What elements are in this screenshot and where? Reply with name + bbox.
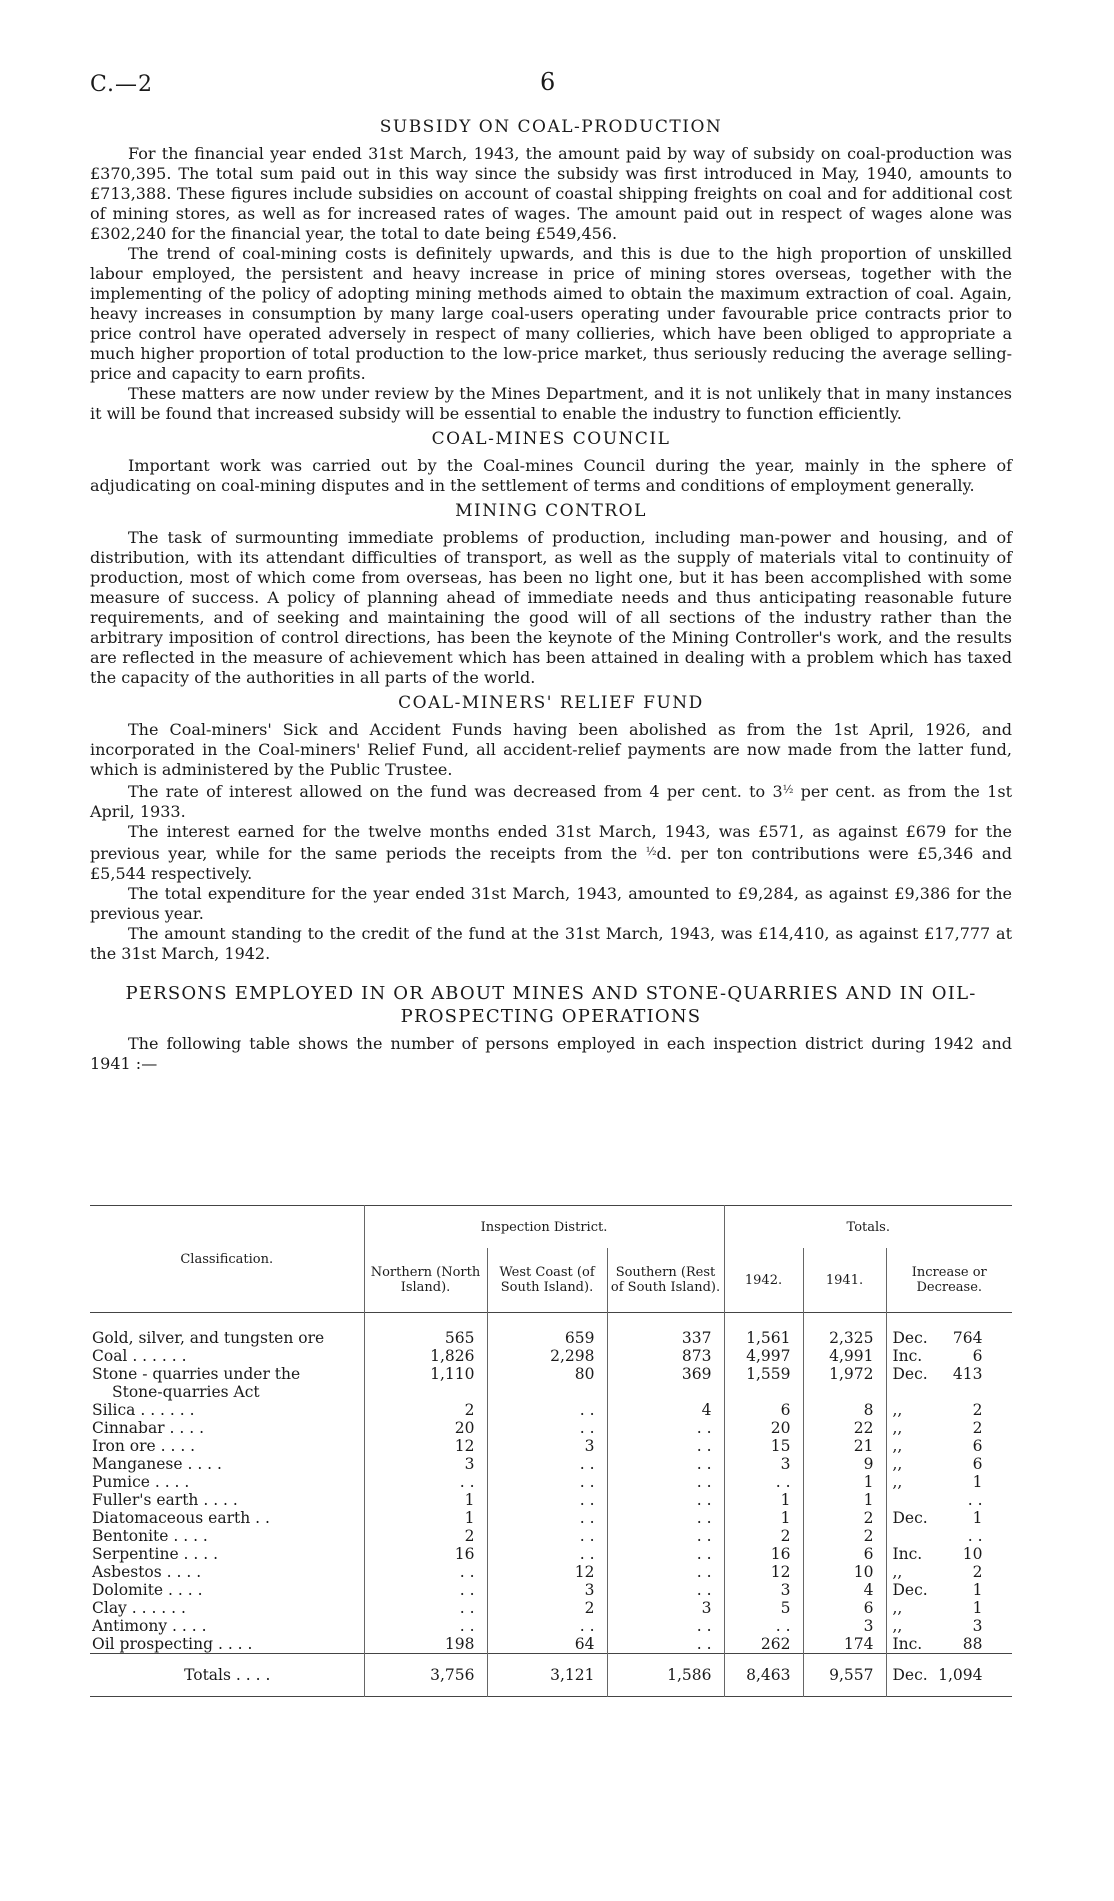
header-1941: 1941. (803, 1248, 886, 1313)
page-number: 6 (540, 68, 556, 96)
fraction: ½ (782, 783, 794, 796)
heading-mining-control: MINING CONTROL (455, 501, 647, 521)
paragraph: The trend of coal-mining costs is definitely upwards, and this is due to the high proportion of unskilled labour employed, the persistent and heavy increase in price of mining stores overseas, together with the implementing of the policy of adopting mining methods aimed to obtain the maximum extraction of coal. Again, heavy increases in consumption by many large coal-users operating under favourable price contracts prior to price control have operated adversely in respect of many collieries, which have been obliged to appropriate a much higher proportion of total production to the low-price market, thus seriously reducing the average selling-price and capacity to earn profits. (90, 244, 1012, 383)
table-row: Clay . . . . . . . . 2 3 5 6 ,, 1 (92, 1599, 983, 1617)
paragraph: The task of surmounting immediate problems of production, including man-power and housing, and of distribution, with its attendant difficulties of transport, as well as the supply of materials vital to continuity of production, most of which come from overseas, has been no light one, but it has been accomplished with some measure of success. A policy of planning ahead of immediate needs and thus anticipating reasonable future requirements, and of seeking and maintaining the good will of all sections of the industry rather than the arbitrary imposition of control directions, has been the keynote of the Mining Controller's work, and the results are reflected in the measure of achievement which has been attained in dealing with a problem which has taxed the capacity of the authorities in all parts of the world. (90, 528, 1012, 687)
heading-subsidy: SUBSIDY ON COAL-PRODUCTION (379, 117, 723, 137)
table-row: Diatomaceous earth . . 1 . . . . 1 2 Dec. 1 (92, 1509, 983, 1527)
text: The rate of interest allowed on the fund was decreased from 4 per cent. to 3 (128, 782, 783, 801)
table-row: Iron ore . . . . 12 3 . . 15 21 ,, 6 (92, 1437, 983, 1455)
paragraph-interest-earned (90, 822, 1012, 884)
paragraph: The Coal-miners' Sick and Accident Funds having been abolished as from the 1st April, 1926, and incorporated in the Coal-miners' Relief Fund, all accident-relief payments are now made from the latter fund, which is administered by the Public Trustee. (90, 720, 1012, 779)
table-row: Antimony . . . . . . . . . . . . 3 ,, 3 (92, 1617, 983, 1635)
heading-coal-mines-council: COAL-MINES COUNCIL (431, 429, 671, 449)
totals-row: Totals . . . . 3,756 3,121 1,586 8,463 9,557 Dec. 1,094 (90, 1654, 1012, 1697)
table-row: Bentonite . . . . 2 . . . . 2 2 . . (92, 1527, 983, 1545)
paragraph: The amount standing to the credit of the fund at the 31st March, 1943, was £14,410, as against £17,777 at the 31st March, 1942. (90, 924, 1012, 963)
header-west-coast: West Coast (of South Island). (487, 1248, 607, 1313)
paragraph-interest-rate (90, 780, 1012, 822)
paragraph: For the financial year ended 31st March, 1943, the amount paid by way of subsidy on coal-production was £370,395. The total sum paid out in this way since the subsidy was first introduced in May, 1940, amounts to £713,388. These figures include subsidies on account of coastal shipping freights on coal and for additional cost of mining stores, as well as for increased rates of wages. The amount paid out in respect of wages alone was £302,240 for the financial year, the total to date being £549,456. (90, 144, 1012, 243)
text: The interest earned for the twelve months ended 31st March, 1943, was £571, as against £679 for the previous year, while for the same periods the receipts from the (90, 822, 1012, 863)
table-row: Serpentine . . . . 16 . . . . 16 6 Inc. 10 (92, 1545, 983, 1563)
header-southern: Southern (Rest of South Island). (607, 1248, 724, 1313)
heading-relief-fund: COAL-MINERS' RELIEF FUND (398, 693, 704, 713)
paragraph: The following table shows the number of persons employed in each inspection district during 1942 and 1941 :— (90, 1034, 1012, 1073)
header-increase-decrease: Increase or Decrease. (911, 1265, 987, 1295)
table-row: Silica . . . . . . 2 . . 4 6 8 ,, 2 (92, 1401, 983, 1419)
table-row: Oil prospecting . . . . 198 64 . . 262 174 Inc. 88 (92, 1635, 983, 1653)
table-row: Stone-quarries Act (90, 1383, 1012, 1401)
header-inspection-district: Inspection District. (364, 1206, 724, 1249)
report-reference: C.—2 (90, 72, 154, 97)
header-totals: Totals. (846, 1219, 890, 1235)
table-row: Cinnabar . . . . 20 . . . . 20 22 ,, 2 (92, 1419, 983, 1437)
table-row: Manganese . . . . 3 . . . . 3 9 ,, 6 (92, 1455, 983, 1473)
header-northern: Northern (North Island). (364, 1248, 487, 1313)
header-classification: Classification. (90, 1206, 364, 1313)
fraction: ½ (645, 845, 657, 858)
table-row: Asbestos . . . . . . 12 . . 12 10 ,, 2 (92, 1563, 983, 1581)
header-1942: 1942. (724, 1248, 803, 1313)
table-row: Stone - quarries under the 1,110 80 369 1,559 1,972 Dec. 413 (92, 1365, 983, 1383)
paragraph: The total expenditure for the year ended 31st March, 1943, amounted to £9,284, as against £9,386 for the previous year. (90, 884, 1012, 923)
body-text (90, 112, 1012, 1074)
table-row: Fuller's earth . . . . 1 . . . . 1 1 . . (92, 1491, 983, 1509)
employment-table (90, 1205, 1012, 1697)
table-row: Gold, silver, and tungsten ore 565 659 337 1,561 2,325 Dec. 764 (92, 1329, 983, 1347)
table-row: Dolomite . . . . . . 3 . . 3 4 Dec. 1 (92, 1581, 983, 1599)
heading-persons-employed: PERSONS EMPLOYED IN OR ABOUT MINES AND STONE-QUARRIES AND IN OIL-PROSPECTING OPERATIONS (125, 983, 977, 1027)
text: per cent. as from the 1st April, 1933. (90, 782, 1012, 821)
text: d. per ton contributions were £5,346 and £5,544 respectively. (90, 844, 1012, 883)
table-row: Pumice . . . . . . . . . . . . 1 ,, 1 (92, 1473, 983, 1491)
table-row: Coal . . . . . . 1,826 2,298 873 4,997 4,991 Inc. 6 (92, 1347, 983, 1365)
paragraph: Important work was carried out by the Coal-mines Council during the year, mainly in the sphere of adjudicating on coal-mining disputes and in the settlement of terms and conditions of employment generally. (90, 456, 1012, 495)
paragraph: These matters are now under review by the Mines Department, and it is not unlikely that in many instances it will be found that increased subsidy will be essential to enable the industry to function efficiently. (90, 384, 1012, 423)
